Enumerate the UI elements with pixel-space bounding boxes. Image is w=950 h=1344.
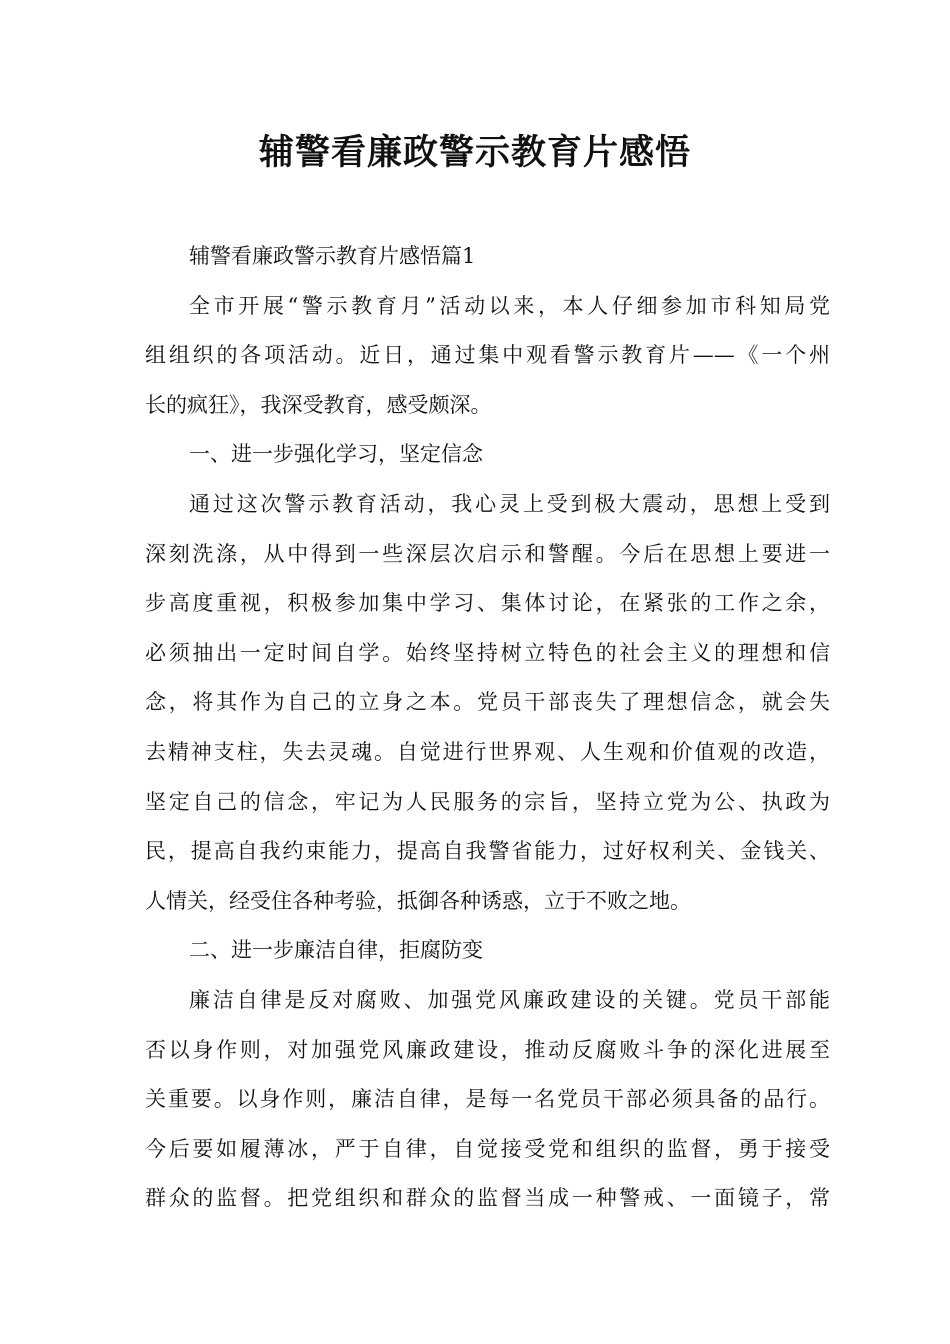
text-line: 廉洁自律是反对腐败、加强党风廉政建设的关键。党员干部能: [189, 987, 830, 1012]
text-line: 组组织的各项活动。近日，通过集中观看警示教育片——《一个州: [145, 343, 830, 368]
text-line: 必须抽出一定时间自学。始终坚持树立特色的社会主义的理想和信: [145, 640, 830, 665]
document-title: 辅警看廉政警示教育片感悟: [258, 133, 691, 173]
text-line: 辅警看廉政警示教育片感悟篇1: [189, 244, 476, 268]
text-line: 群众的监督。把党组织和群众的监督当成一种警戒、一面镜子，常: [145, 1186, 830, 1211]
text-line: 去精神支柱，失去灵魂。自觉进行世界观、人生观和价值观的改造，: [145, 739, 830, 764]
text-line: 人情关，经受住各种考验，抵御各种诱惑，立于不败之地。: [145, 888, 691, 913]
text-line: 念，将其作为自己的立身之本。党员干部丧失了理想信念，就会失: [145, 690, 830, 715]
text-line: 通过这次警示教育活动，我心灵上受到极大震动，思想上受到: [189, 491, 830, 516]
text-line: 否以身作则，对加强党风廉政建设，推动反腐败斗争的深化进展至: [145, 1037, 830, 1062]
text-line: 全市开展“警示教育月”活动以来，本人仔细参加市科知局党: [189, 293, 830, 318]
text-line: 深刻洗涤，从中得到一些深层次启示和警醒。今后在思想上要进一: [145, 541, 830, 566]
text-line: 步高度重视，积极参加集中学习、集体讨论，在紧张的工作之余，: [145, 591, 830, 616]
text-line: 二、进一步廉洁自律，拒腐防变: [189, 938, 483, 963]
text-line: 一、进一步强化学习，坚定信念: [189, 442, 483, 467]
text-line: 长的疯狂》，我深受教育，感受颇深。: [145, 392, 492, 417]
text-line: 坚定自己的信念，牢记为人民服务的宗旨，坚持立党为公、执政为: [145, 789, 830, 814]
text-line: 关重要。以身作则，廉洁自律，是每一名党员干部必须具备的品行。: [145, 1087, 830, 1112]
text-line: 民，提高自我约束能力，提高自我警省能力，过好权利关、金钱关、: [145, 839, 830, 864]
document-body: [145, 232, 830, 1224]
text-line: 今后要如履薄冰，严于自律，自觉接受党和组织的监督，勇于接受: [145, 1136, 830, 1161]
